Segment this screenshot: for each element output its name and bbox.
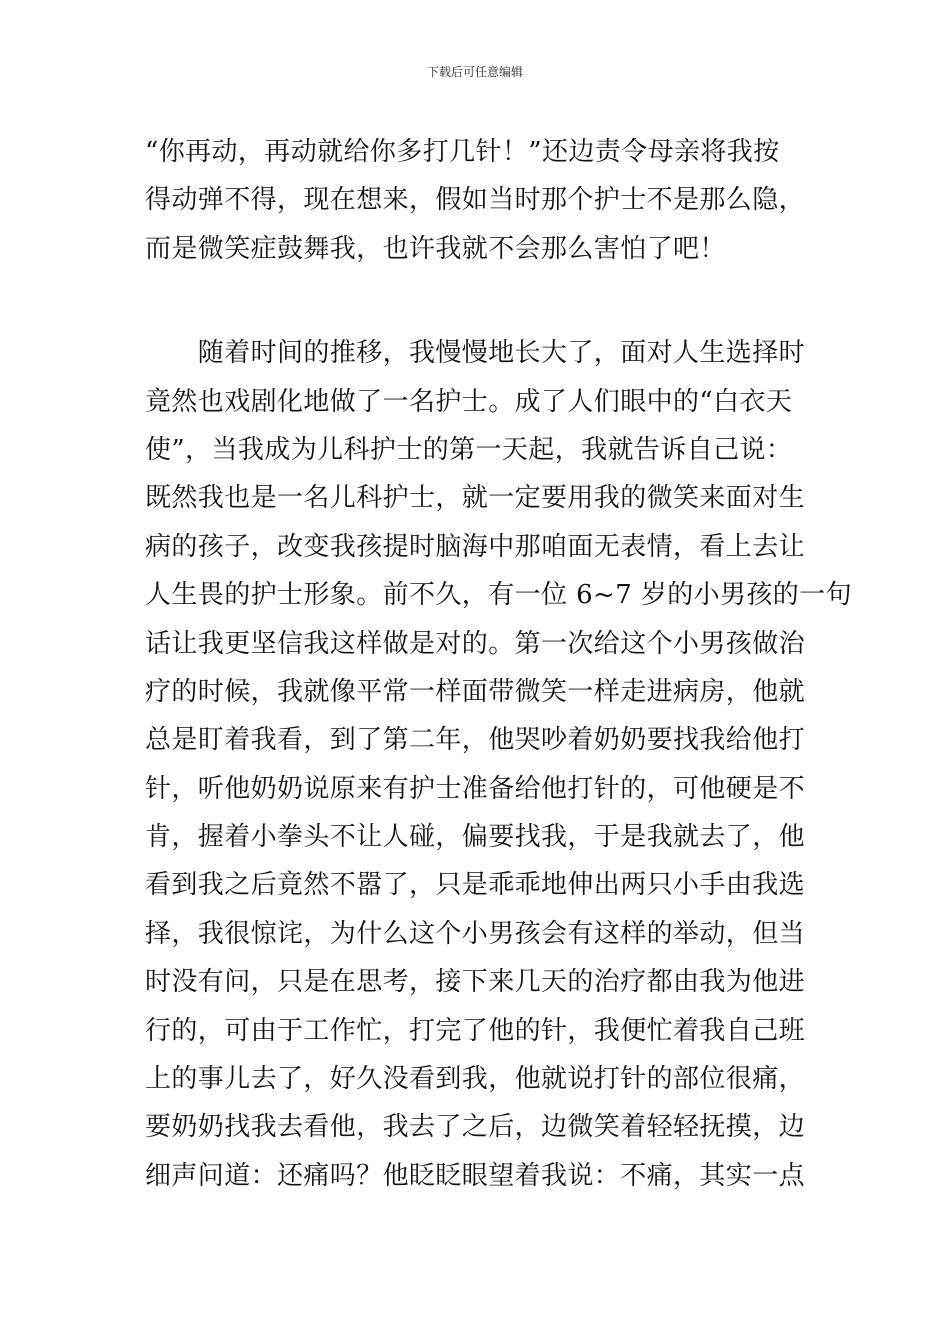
text-line: 使”，当我成为儿科护士的第一天起，我就告诉自己说： bbox=[145, 434, 793, 465]
text-line: 病的孩子，改变我孩提时脑海中那咱面无表情，看上去让 bbox=[145, 531, 806, 562]
text-line: 总是盯着我看，到了第二年，他哭吵着奶奶要找我给他打 bbox=[145, 725, 806, 756]
text-line: 上的事儿去了，好久没看到我，他就说打针的部位很痛， bbox=[145, 1064, 806, 1095]
text-line: 肯，握着小拳头不让人碰，偏要找我，于是我就去了，他 bbox=[145, 822, 806, 853]
text-line: 既然我也是一名儿科护士，就一定要用我的微笑来面对生 bbox=[145, 483, 806, 514]
text-line: 疗的时候，我就像平常一样面带微笑一样走进病房，他就 bbox=[145, 676, 806, 707]
text-line: 看到我之后竟然不嚣了，只是乖乖地伸出两只小手由我选 bbox=[145, 870, 806, 901]
text-line: 而是微笑症鼓舞我，也许我就不会那么害怕了吧！ bbox=[145, 233, 726, 264]
paragraph-gap bbox=[145, 273, 810, 329]
text-line: 话让我更坚信我这样做是对的。第一次给这个小男孩做治 bbox=[145, 628, 806, 659]
paragraph-1 bbox=[145, 128, 810, 273]
text-line: 择，我很惊诧，为什么这个小男孩会有这样的举动，但当 bbox=[145, 918, 806, 949]
text-line: 时没有问，只是在思考，接下来几天的治疗都由我为他进 bbox=[145, 967, 806, 998]
text-line: 细声问道：还痛吗？他眨眨眼望着我说：不痛，其实一点 bbox=[145, 1160, 806, 1191]
text-line: 随着时间的推移，我慢慢地长大了，面对人生选择时 bbox=[145, 338, 806, 369]
document-body bbox=[145, 128, 852, 1200]
text-line: 行的，可由于工作忙，打完了他的针，我便忙着我自己班 bbox=[145, 1015, 806, 1046]
text-line: 人生畏的护士形象。前不久，有一位 6~7 岁的小男孩的一句 bbox=[145, 580, 852, 611]
text-line: 要奶奶找我去看他，我去了之后，边微笑着轻轻抚摸，边 bbox=[145, 1112, 806, 1143]
text-line: 得动弹不得，现在想来，假如当时那个护士不是那么隐， bbox=[145, 185, 806, 216]
page-header-note: 下载后可任意编辑 bbox=[426, 65, 523, 79]
paragraph-2 bbox=[145, 329, 852, 1200]
text-line: 竟然也戏剧化地做了一名护士。成了人们眼中的“白衣天 bbox=[145, 386, 793, 417]
text-line: “你再动，再动就给你多打几针！”还边责令母亲将我按 bbox=[145, 137, 780, 167]
text-line: 针，听他奶奶说原来有护士准备给他打针的，可他硬是不 bbox=[145, 773, 806, 804]
